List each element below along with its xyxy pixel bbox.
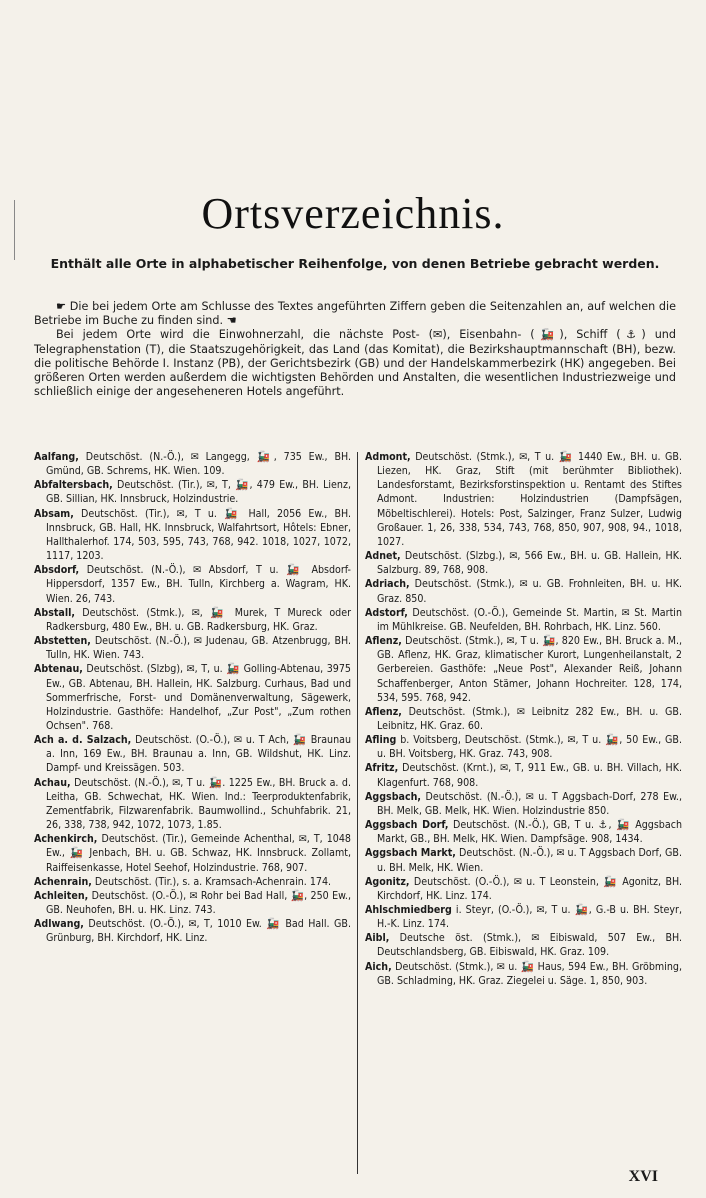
place-description: Deutschöst. (Slzbg.), ✉, 566 Ew., BH. u. GB. Hallein, HK. Salzburg. 89, 768, 908. (377, 550, 682, 577)
place-description: b. Voitsberg, Deutschöst. (Stmk.), ✉, T u. 🚂, 50 Ew., GB. u. BH. Voitsberg, HK. Graz. 743, 908. (377, 734, 682, 761)
place-entry (365, 790, 682, 818)
place-entry (34, 606, 351, 634)
place-entry (365, 960, 682, 988)
place-name: Aggsbach Markt, (365, 847, 456, 860)
place-name: Aggsbach, (365, 790, 422, 803)
place-description: Deutschöst. (Tir.), s. a. Kramsach-Achenrain. 174. (91, 875, 332, 888)
place-name: Achenrain, (34, 875, 92, 888)
place-description: Deutschöst. (Krnt.), ✉, T, 911 Ew., GB. u. BH. Villach, HK. Klagenfurt. 768, 908. (377, 762, 682, 789)
place-description: Deutschöst. (Tir.), Gemeinde Achenthal, ✉, T, 1048 Ew., 🚂 Jenbach, BH. u. GB. Schwaz, HK. Innsbruck. Zollamt, Raiffeisenkasse, Hotel Seehof, Holzindustrie. 768, 907. (46, 833, 351, 874)
place-description: Deutschöst. (Stmk.), ✉, T u. 🚂 1440 Ew., BH. u. GB. Liezen, HK. Graz, Stift (mit berühmter Bibliothek). Landesforstamt, Bezirksforstinspektion u. Rentamt des Stiftes Admont. Industrien: Holzindustrien (Dampfsägen, Möbeltischlerei). Hotels: Post, Salzinger, Franz Sulzer, Ludwig Großauer. 1, 26, 338, 534, 743, 768, 850, 907, 908, 94., 1018, 1027. (377, 451, 682, 548)
place-entry (365, 846, 682, 874)
place-description: Deutschöst. (N.-Ö.), ✉, T u. 🚂. 1225 Ew., BH. Bruck a. d. Leitha, GB. Schwechat, HK. Wien. Ind.: Teerproduktenfabrik, Zementfabrik, Filzwarenfabrik. Baumwollind., Schuhfabrik. 21, 26, 338, 738, 942, 1072, 1073, 1.85. (46, 776, 351, 832)
place-name: Adnet, (365, 550, 401, 563)
place-description: Deutschöst. (N.-Ö.), ✉ u. T Aggsbach Dorf, GB. u. BH. Melk, HK. Wien. (377, 847, 682, 874)
place-description: Deutschöst. (Stmk.), ✉ u. 🚂 Haus, 594 Ew., BH. Gröbming, GB. Schladming, HK. Graz. Ziegelei u. Säge. 1, 850, 903. (377, 960, 682, 987)
place-entry (34, 478, 351, 506)
place-entry (365, 818, 682, 846)
place-entry (34, 889, 351, 917)
place-description: Deutschöst. (Stmk.), ✉ Leibnitz 282 Ew., BH. u. GB. Leibnitz, HK. Graz. 60. (377, 705, 682, 732)
place-name: Aflenz, (365, 635, 402, 648)
place-entry (365, 549, 682, 577)
place-name: Adstorf, (365, 606, 408, 619)
place-name: Achau, (34, 776, 71, 789)
place-entry (365, 606, 682, 634)
place-name: Achenkirch, (34, 833, 98, 846)
place-description: Deutschöst. (O.-Ö.), ✉ Rohr bei Bad Hall, 🚂, 250 Ew., GB. Neuhofen, BH. u. HK. Linz. 743. (46, 889, 351, 916)
place-name: Abstetten, (34, 635, 91, 648)
place-entry (34, 917, 351, 945)
place-description: Deutschöst. (Tir.), ✉, T, 🚂, 479 Ew., BH. Lienz, GB. Sillian, HK. Innsbruck, Holzindustrie. (46, 479, 351, 506)
place-name: Aich, (365, 960, 392, 973)
place-description: Deutschöst. (N.-Ö.), ✉ Langegg, 🚂, 735 Ew., BH. Gmünd, GB. Schrems, HK. Wien. 109. (46, 451, 351, 478)
place-name: Aflenz, (365, 705, 402, 718)
place-description: i. Steyr, (O.-Ö.), ✉, T u. 🚂, G.-B u. BH. Steyr, H.-K. Linz. 174. (377, 904, 682, 931)
place-name: Abstall, (34, 606, 76, 619)
place-name: Agonitz, (365, 875, 410, 888)
place-name: Aggsbach Dorf, (365, 819, 449, 832)
place-description: Deutschöst. (Stmk.), ✉, T u. 🚂, 820 Ew., BH. Bruck a. M., GB. Aflenz, HK. Graz, klimatischer Kurort, Lungenheilanstalt, 2 Gerbereien. Gasthöfe: „Neue Post", Alexander Reiß, Johann Schaffenberger, Anton Stämer, Johann Hochreiter. 128, 174, 534, 595. 768, 942. (377, 635, 682, 704)
place-name: Adlwang, (34, 918, 84, 931)
intro-text (34, 300, 676, 399)
place-description: Deutschöst. (Stmk.), ✉, 🚂 Murek, T Mureck oder Radkersburg, 480 Ew., BH. u. GB. Radkersburg, HK. Graz. (46, 606, 351, 633)
place-description: Deutschöst. (N.-Ö.), ✉ Absdorf, T u. 🚂 Absdorf-Hippersdorf, 1357 Ew., BH. Tulln, Kirchberg a. Wagram, HK. Wien. 26, 743. (46, 564, 351, 605)
page-title: Ortsverzeichnis. (201, 189, 505, 238)
place-name: Ach a. d. Salzach, (34, 734, 132, 747)
place-name: Aalfang, (34, 451, 79, 463)
place-name: Afling (365, 734, 397, 747)
place-description: Deutschöst. (O.-Ö.), ✉ u. T Ach, 🚂 Braunau a. Inn, 169 Ew., BH. Braunau a. Inn, GB. Wildshut, HK. Linz. Dampf- und Kreissägen. 503. (46, 734, 351, 775)
place-description: Deutschöst. (O.-Ö.), ✉, T, 1010 Ew. 🚂 Bad Hall. GB. Grünburg, BH. Kirchdorf, HK. Linz. (46, 918, 351, 945)
place-entry (34, 875, 351, 889)
place-entry (34, 662, 351, 733)
place-entry (34, 776, 351, 833)
place-description: Deutschöst. (N.-Ö.), ✉ Judenau, GB. Atzenbrugg, BH. Tulln, HK. Wien. 743. (46, 635, 351, 662)
page-number: XVI (628, 1168, 658, 1185)
intro-paragraph: ☛ Die bei jedem Orte am Schlusse des Textes angeführten Ziffern geben die Seitenzahlen an, auf welchen die Betriebe im Buche zu finden sind. ☚ (34, 300, 676, 328)
place-entry (365, 761, 682, 789)
place-description: Deutschöst. (N.-Ö.), GB, T u. ⚓, 🚂 Aggsbach Markt, GB., BH. Melk, HK. Wien. Dampfsäge. 908, 1434. (377, 819, 682, 846)
place-name: Abtenau, (34, 663, 83, 676)
place-name: Absam, (34, 507, 74, 520)
place-description: Deutschöst. (O.-Ö.), Gemeinde St. Martin, ✉ St. Martin im Mühlkreise. GB. Neufelden, BH. Rohrbach, HK. Linz. 560. (377, 606, 682, 633)
place-entry (34, 563, 351, 605)
place-entry (34, 450, 351, 478)
place-name: Afritz, (365, 762, 399, 775)
place-entry (34, 507, 351, 564)
place-name: Adriach, (365, 578, 410, 591)
place-name: Aibl, (365, 932, 390, 945)
place-description: Deutsche öst. (Stmk.), ✉ Eibiswald, 507 Ew., BH. Deutschlandsberg, GB. Eibiswald, HK. Graz. 109. (377, 932, 682, 959)
place-name: Achleiten, (34, 889, 89, 902)
column-divider (357, 452, 358, 1174)
page-subtitle: Enthält alle Orte in alphabetischer Reihenfolge, von denen Betriebe gebracht werden. (50, 256, 660, 271)
place-entry (365, 634, 682, 705)
place-entry (365, 705, 682, 733)
place-entry (365, 903, 682, 931)
place-entry (365, 875, 682, 903)
place-description: Deutschöst. (O.-Ö.), ✉ u. T Leonstein, 🚂 Agonitz, BH. Kirchdorf, HK. Linz. 174. (377, 875, 682, 902)
place-entry (365, 577, 682, 605)
intro-paragraph: Bei jedem Orte wird die Einwohnerzahl, die nächste Post- (✉), Eisenbahn- (🚂), Schiff (⚓) und Telegraphenstation (T), die Staatszugehörigkeit, das Land (das Komitat), die Bezirkshauptmannschaft (BH), bezw. die politische Behörde I. Instanz (PB), der Gerichtsbezirk (GB) und der Handelskammerbezirk (HK) angegeben. Bei größeren Orten werden außerdem die wichtigsten Behörden und Anstalten, die wesentlichen Industriezweige und schließlich einige der angeseheneren Hotels angeführt. (34, 328, 676, 399)
place-entry (365, 931, 682, 959)
place-entry (34, 733, 351, 775)
place-name: Admont, (365, 451, 411, 463)
place-entry (34, 634, 351, 662)
place-entry (34, 832, 351, 874)
place-name: Absdorf, (34, 564, 80, 577)
left-column (34, 450, 351, 945)
place-name: Abfaltersbach, (34, 479, 113, 492)
place-entry (365, 733, 682, 761)
place-entry (365, 450, 682, 549)
place-description: Deutschöst. (Slzbg), ✉, T, u. 🚂 Golling-Abtenau, 3975 Ew., GB. Abtenau, BH. Hallein, HK. Salzburg. Curhaus, Bad und Sommerfrische, Forst- und Domänenverwaltung, Sägewerk, Holzindustrie. Gasthöfe: Handelhof, „Zur Post", „Zum rothen Ochsen". 768. (46, 663, 351, 732)
place-description: Deutschöst. (N.-Ö.), ✉ u. T Aggsbach-Dorf, 278 Ew., BH. Melk, GB. Melk, HK. Wien. Holzindustrie 850. (377, 790, 682, 817)
place-description: Deutschöst. (Stmk.), ✉ u. GB. Frohnleiten, BH. u. HK. Graz. 850. (377, 578, 682, 605)
place-name: Ahlschmiedberg (365, 904, 452, 916)
right-column (365, 450, 682, 988)
place-description: Deutschöst. (Tir.), ✉, T u. 🚂 Hall, 2056 Ew., BH. Innsbruck, GB. Hall, HK. Innsbruck, Walfahrtsort, Hôtels: Ebner, Hallthalerhof. 174, 503, 595, 743, 768, 942. 1018, 1027, 1072, 1117, 1203. (46, 507, 351, 563)
